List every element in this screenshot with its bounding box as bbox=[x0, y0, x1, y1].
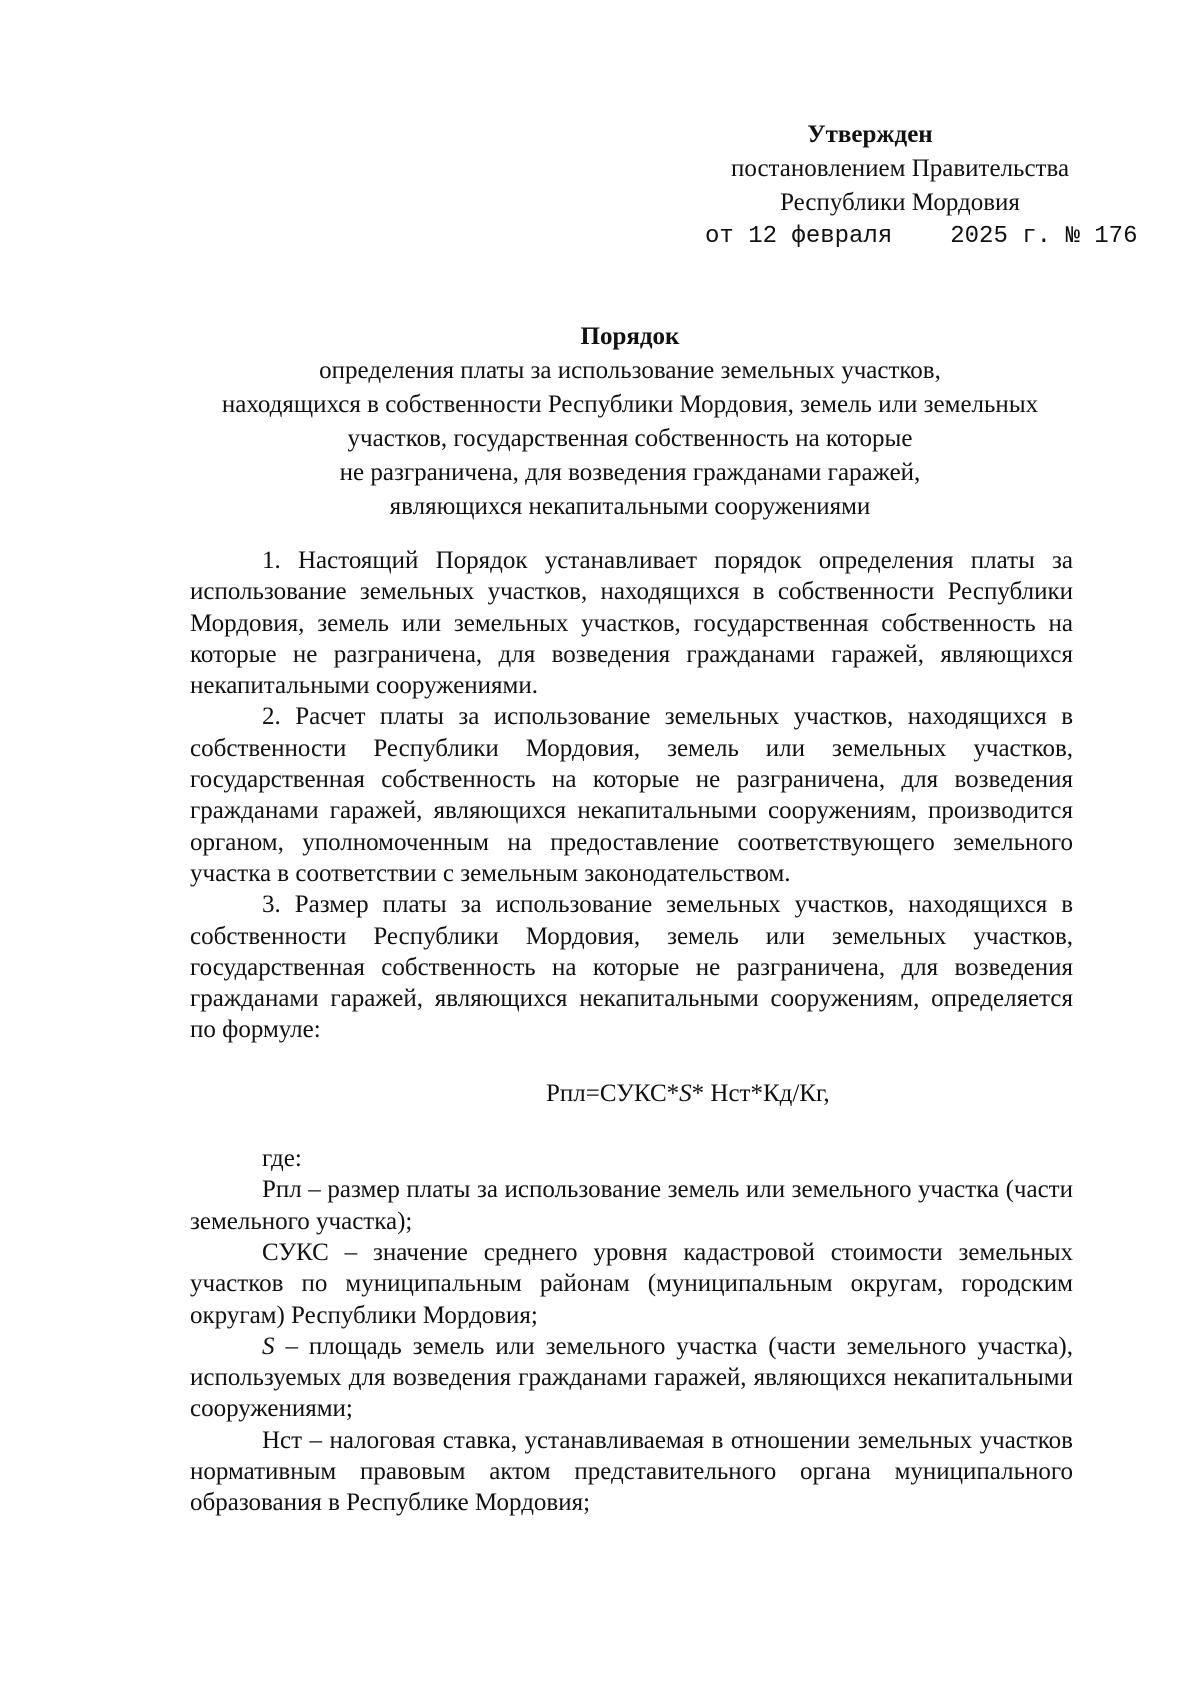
approval-date-year: 2025 г. bbox=[950, 223, 1052, 250]
definition-s bbox=[190, 1331, 1073, 1425]
definition-s-text: – площадь земель или земельного участка (части земельного участка), используемых для возведения гражданами гаражей, являющихся некапитальными сооружениями; bbox=[190, 1332, 1073, 1423]
title-line-5: являющихся некапитальными сооружениями bbox=[389, 493, 871, 520]
document-body bbox=[190, 545, 1073, 1519]
approval-line-2: Республики Мордовия bbox=[780, 189, 1020, 216]
definition-rpl: Рпл – размер платы за использование земель или земельного участка (части земельного участка); bbox=[190, 1176, 1073, 1235]
title-heading: Порядок bbox=[580, 323, 680, 350]
title-line-1: определения платы за использование земельных участков, bbox=[319, 357, 941, 384]
title-line-4: не разграничена, для возведения гражданами гаражей, bbox=[339, 459, 921, 486]
document-title bbox=[190, 320, 1070, 524]
payment-formula bbox=[190, 1078, 1073, 1109]
approval-number: № 176 bbox=[1065, 223, 1138, 250]
definition-nst: Нст – налоговая ставка, устанавливаемая в отношении земельных участков нормативным правовым актом представительного органа муниципального образования в Республике Мордовия; bbox=[190, 1426, 1073, 1517]
paragraph-1: 1. Настоящий Порядок устанавливает порядок определения платы за использование земельных участков, находящихся в собственности Республики Мордовия, земель или земельных участков, государственная собственность на которые не разграничена, для возведения гражданами гаражей, являющихся некапитальными сооружениями. bbox=[190, 547, 1073, 700]
approval-title: Утвержден bbox=[807, 121, 933, 148]
paragraph-2: 2. Расчет платы за использование земельных участков, находящихся в собственности Республики Мордовия, земель или земельных участков, государственная собственность на которые не разграничена, для возведения гражданами гаражей, являющихся некапитальными сооружениям, производится органом, уполномоченным на предоставление соответствующего земельного участка в соответствии с земельным законодательством. bbox=[190, 703, 1073, 887]
where-label: где: bbox=[262, 1145, 302, 1173]
definition-suks: СУКС – значение среднего уровня кадастровой стоимости земельных участков по муниципальным районам (муниципальным округам, городским округам) Республики Мордовия; bbox=[190, 1238, 1073, 1329]
approval-date bbox=[690, 220, 1138, 254]
formula-part-1: Рпл=СУКС* bbox=[546, 1079, 680, 1107]
formula-part-2: * Нст*Кд/Кг, bbox=[691, 1079, 830, 1107]
definition-s-symbol: S bbox=[262, 1332, 275, 1360]
formula-s-symbol: S bbox=[679, 1079, 692, 1107]
approval-date-prefix: от 12 февраля bbox=[705, 223, 893, 250]
approval-line-1: постановлением Правительства bbox=[730, 155, 1070, 182]
approval-stamp bbox=[690, 118, 1138, 254]
paragraph-3: 3. Размер платы за использование земельных участков, находящихся в собственности Республики Мордовия, земель или земельных участков, государственная собственность на которые не разграничена, для возведения гражданами гаражей, являющихся некапитальными сооружениям, определяется по формуле: bbox=[190, 891, 1073, 1044]
title-line-2: находящихся в собственности Республики Мордовия, земель или земельных bbox=[221, 391, 1039, 418]
title-line-3: участков, государственная собственность на которые bbox=[347, 425, 913, 452]
